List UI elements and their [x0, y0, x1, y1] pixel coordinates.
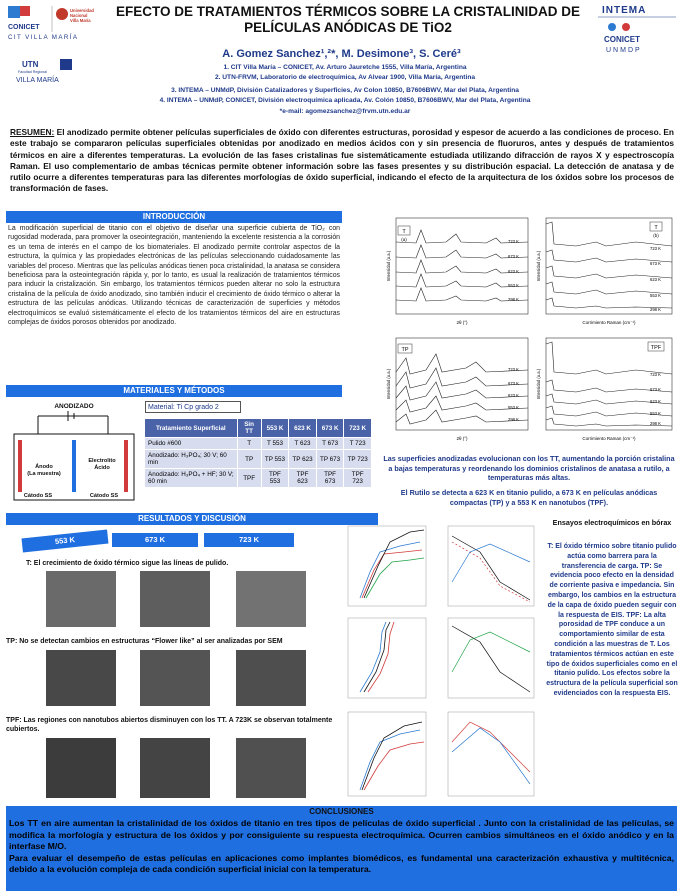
abstract-lead: RESUMEN: [10, 127, 55, 137]
table-cell: TPF 623 [289, 469, 317, 488]
xrd-caption-1: Las superficies anodizadas evolucionan con los TT, aumentando la porción cristalina a bajas temperaturas y reordenando los dominios cristalinos de anatasa a rutilo, a temperaturas más altas. [383, 454, 675, 483]
authors: A. Gomez Sanchez¹,²*, M. Desimone³, S. Ceré³ [222, 48, 461, 60]
affiliation-2: 2. UTN-FRVM, Laboratorio de electroquímica, Av Alvear 1900, Villa María, Argentina [214, 74, 476, 81]
temp-label: 553 K [508, 283, 519, 288]
xlabel: 2θ (°) [456, 320, 468, 325]
tag-tpf: TPF [650, 345, 662, 351]
anodizing-diagram [8, 400, 140, 506]
table-cell: TP 553 [261, 450, 289, 469]
raman-chart-t [536, 212, 678, 328]
treatment-table [144, 418, 372, 488]
conicet-logo [6, 4, 106, 40]
polarization-t [348, 526, 426, 606]
table-cell: TPF [237, 469, 261, 488]
abstract-text: El anodizado permite obtener películas superficiales de óxido con diferentes estructuras, porosidad y espesor de acuerdo a las condiciones de proceso. En este trabajo se compararon películas superficiales obtenidas por anodizado en medios ácidos con y sin presencia de fluoruros, antes y después de tratamientos térmicos en aire a diferentes temperaturas. La evolución de las fases cristalinas fue sistemáticamente estudiada utilizando difracción de rayos X y espectroscopía Raman. El uso complementario de ambas técnicas permite obtener información sobre las fases presentes y su distribución espacial. La detección de anatasa y de rutilo ocurre a diferentes temperaturas para las diferentes morfologías de óxido superficial, indicando el efecto de la arquitectura de los óxidos sobre los procesos de transformación de fases. [10, 127, 674, 194]
temp-label: 298 K [650, 307, 661, 312]
table-cell: T 553 [261, 438, 289, 450]
temp-label: 298 K [650, 421, 661, 426]
arrow-723: 723 K [204, 533, 294, 547]
raman-chart-tpf-svg [536, 332, 678, 444]
polarization-tpf [348, 712, 426, 796]
electro-heading: Ensayos electroquímicos en bórax [552, 518, 672, 527]
xrd-chart-t-svg [386, 212, 534, 328]
caption-tp: TP: No se detectan cambios en estructuras “Flower like” al ser analizadas por SEM [6, 638, 283, 645]
table-row [145, 469, 372, 488]
xrd-chart-tp [386, 332, 534, 444]
affiliation-3: 3. INTEMA – UNMdP, División Catalizadores y Superficies, Av Colon 10850, B7606BWV, Mar del Plata, Argentina [171, 87, 519, 94]
intema-logo [596, 2, 678, 54]
temp-label: 298 K [508, 417, 519, 422]
temp-label: 673 K [650, 387, 661, 392]
conclusions-p2: Para evaluar el desempeño de estas películas en aplicaciones como implantes biomédicos, es fundamental una caracterización exhaustiva y multitécnica, debido a la evolución compleja de cada condición superficial inicial con la temperatura. [9, 852, 674, 875]
temp-label: 298 K [508, 297, 519, 302]
table-cell: TPF 553 [261, 469, 289, 488]
table-row [145, 438, 372, 450]
table-cell: TP [237, 450, 261, 469]
xrd-caption-2: El Rutilo se detecta a 623 K en titanio pulido, a 673 K en películas anódicas compactas (TP) y a 553 K en nanotubos (TPF). [400, 488, 658, 507]
ylabel: Intensidad (u.a.) [536, 250, 541, 282]
electrochem-figures [340, 522, 540, 802]
temp-label: 623 K [508, 269, 519, 274]
temp-label: 623 K [650, 277, 661, 282]
table-cell: Pulido #600 [145, 438, 238, 450]
sem-image-t-673 [140, 571, 210, 627]
temp-label: 623 K [650, 399, 661, 404]
table-cell: TPF 723 [344, 469, 372, 488]
table-header: 623 K [289, 419, 317, 438]
temp-label: 723 K [508, 239, 519, 244]
table-header: Tratamiento Superficial [145, 419, 238, 438]
utn-text: UTN [22, 60, 39, 69]
raman-chart-tpf [536, 332, 678, 444]
arrow-673: 673 K [112, 533, 198, 547]
xlabel: 2θ (°) [456, 436, 468, 441]
conicet-text: CONICET [8, 24, 40, 31]
poster-title: EFECTO DE TRATAMIENTOS TÉRMICOS SOBRE LA CRISTALINIDAD DE PELÍCULAS ANÓDICAS DE TiO2 [115, 4, 580, 35]
table-cell: T [237, 438, 261, 450]
table-cell: TP 673 [316, 450, 344, 469]
temp-label: 623 K [508, 393, 519, 398]
sem-image-tpf-673 [140, 738, 210, 798]
temp-label: 673 K [650, 261, 661, 266]
ylabel: Intensidad (u.a.) [386, 368, 391, 400]
polarization-tp [348, 618, 426, 698]
temp-label: 553 K [650, 411, 661, 416]
sem-image-t-553 [46, 571, 116, 627]
utn-city: VILLA MARÍA [16, 77, 59, 84]
intro-heading: INTRODUCCIÓN [6, 211, 342, 223]
temp-label: 553 K [650, 293, 661, 298]
cathode-left: Cátodo SS [23, 493, 53, 499]
table-cell: TP 623 [289, 450, 317, 469]
table-cell: Anodizado: H₃PO₄ + HF; 30 V; 60 min [145, 469, 238, 488]
table-row [145, 450, 372, 469]
table-cell: TP 723 [344, 450, 372, 469]
intema-logo-graphic [596, 2, 678, 54]
temp-label: 723 K [650, 372, 661, 377]
caption-tpf: TPF: Las regiones con nanotubos abiertos disminuyen con los TT. A 723K se observan totalmente cubiertos. [6, 717, 333, 733]
unvm-line3: Villa María [70, 18, 91, 23]
conicet-logo-graphic [6, 4, 106, 40]
eis-tpf [448, 712, 534, 796]
intro-text: La modificación superficial de titanio con el objetivo de diseñar una superficie cubierta de TiO₂ con rugosidad moderada, para promover la oseointegración, manteniendo la excelente resistencia a la corrosión es un tema de interés en el campo de los biomateriales. El anodizado permite controlar aspectos de la estructura, la química y las propiedades electrónicas de las películas seleccionando cuidadosamente las variables del proceso. Mientras que las películas anódicas tienen poca cristalinidad, la anatasa se considera beneficiosa para la osteointegración rápida y, por lo tanto, es usual la realización de tratamientos térmicos para inducir la cristalización. Sin embargo, los tratamientos térmicos pueden alterar no solo la estructura cristalina de la película de óxido anodizado, sino también inducir el crecimiento de óxido térmico o alterar la estructura de las películas anódicas. Utilizando técnicas de caracterización de superficies y métodos electroquímicos se evaluó sistemáticamente el efecto de los tratamientos térmicos del aire en estructuras complejas de óxidos porosos obtenidos por anodizado. [8, 225, 340, 327]
unvm-line2: Nacional [70, 13, 88, 18]
tag-t: T [402, 229, 406, 235]
table-header: 673 K [316, 419, 344, 438]
table-header: Sin TT [237, 419, 261, 438]
conicet-r-text: CONICET [604, 35, 640, 44]
xrd-chart-tp-svg [386, 332, 534, 444]
conclusions-panel [6, 806, 677, 891]
results-heading: RESULTADOS Y DISCUSIÓN [6, 513, 378, 525]
affiliation-1: 1. CIT Villa María – CONICET, Av. Arturo Jauretche 1555, Villa María, Argentina [223, 64, 467, 71]
arrow-553: 553 K [22, 530, 109, 553]
sem-image-t-723 [236, 571, 306, 627]
xrd-chart-t [386, 212, 534, 328]
unvm-line1: Universidad [70, 8, 94, 13]
diagram-title: ANODIZADO [54, 403, 94, 410]
conclusions-p1: Los TT en aire aumentan la cristalinidad de los óxidos de titanio en tres tipos de películas de óxido superficial . Junto con la cristalinidad de las películas, se modifica la morfología y estructura de los óxidos y por consiguiente su respuesta electroquímica. Ocurren cambios simultáneos en el óxido anódico y en la interfase M/O. [9, 818, 674, 852]
temp-label: 723 K [650, 246, 661, 251]
abstract [10, 127, 674, 195]
sem-image-tp-553 [46, 650, 116, 706]
xlabel: Corrimiento Raman (cm⁻¹) [582, 436, 636, 441]
xlabel: Corrimiento Raman (cm⁻¹) [582, 320, 636, 325]
utn-logo-graphic [14, 58, 76, 84]
sem-image-tpf-723 [236, 738, 306, 798]
sub-b: (b) [653, 233, 659, 238]
cathode-right: Cátodo SS [89, 493, 119, 499]
affiliation-4: 4. INTEMA – UNMdP, CONICET, División electroquímica aplicada, Av. Colón 10850, B7606BWV, Mar del Plata, Argentina [159, 97, 531, 104]
tag-t: T [654, 225, 658, 231]
unmdp-text: UNMDP [606, 47, 642, 54]
ylabel: Intensidad (u.a.) [386, 250, 391, 282]
table-cell: TPF 673 [316, 469, 344, 488]
sub-a: (a) [401, 237, 407, 242]
table-cell: Anodizado: H₃PO₄; 30 V; 60 min [145, 450, 238, 469]
email: *e-mail: agomezsanchez@frvm.utn.edu.ar [279, 108, 411, 115]
material-label: Material: Ti Cp grado 2 [145, 401, 241, 413]
raman-chart-t-svg [536, 212, 678, 328]
utn-sub: Facultad Regional [18, 70, 47, 74]
tag-tp: TP [401, 347, 409, 353]
utn-logo [14, 58, 76, 84]
anodizing-diagram-graphic [8, 400, 140, 506]
temp-label: 553 K [508, 405, 519, 410]
table-cell: T 673 [316, 438, 344, 450]
cit-text: CIT VILLA MARÍA [8, 34, 79, 40]
temp-label: 673 K [508, 254, 519, 259]
electrochem-figures-svg [340, 522, 540, 802]
table-cell: T 623 [289, 438, 317, 450]
ylabel: Intensidad (u.a.) [536, 368, 541, 400]
table-cell: T 723 [344, 438, 372, 450]
caption-t: T: El crecimiento de óxido térmico sigue las líneas de pulido. [26, 560, 229, 567]
anode-label: Ánodo (La muestra) [27, 464, 61, 477]
sem-image-tp-723 [236, 650, 306, 706]
electrolyte-label: Electrolito Ácido [88, 458, 116, 471]
eis-tp [448, 618, 534, 698]
eis-t [448, 526, 534, 606]
temp-label: 723 K [508, 367, 519, 372]
electro-text: T: El óxido térmico sobre titanio pulido actúa como barrera para la transferencia de carga. TP: Se evidencia poco efecto en la densidad de corriente pasiva e impedancia. Sin embargo, los cambios en la estructura de la capa de óxido pueden seguir con la respuesta de EIS. TPF: La alta porosidad de TPF conduce a un comportamiento similar de esta condición a las muestras de T. Los tratamientos térmicos actúan en este tipo de óxidos superficiales como en el titanio pulido. Los efectos sobre la estructura de la película superficial son evidenciados con la respuesta EIS. [546, 543, 678, 697]
sem-image-tpf-553 [46, 738, 116, 798]
table-header: 553 K [261, 419, 289, 438]
sem-image-tp-673 [140, 650, 210, 706]
methods-heading: MATERIALES Y MÉTODOS [6, 385, 342, 397]
intema-text: INTEMA [602, 5, 647, 16]
conclusions-heading: CONCLUSIONES [309, 807, 374, 816]
temp-label: 673 K [508, 381, 519, 386]
table-header: 723 K [344, 419, 372, 438]
